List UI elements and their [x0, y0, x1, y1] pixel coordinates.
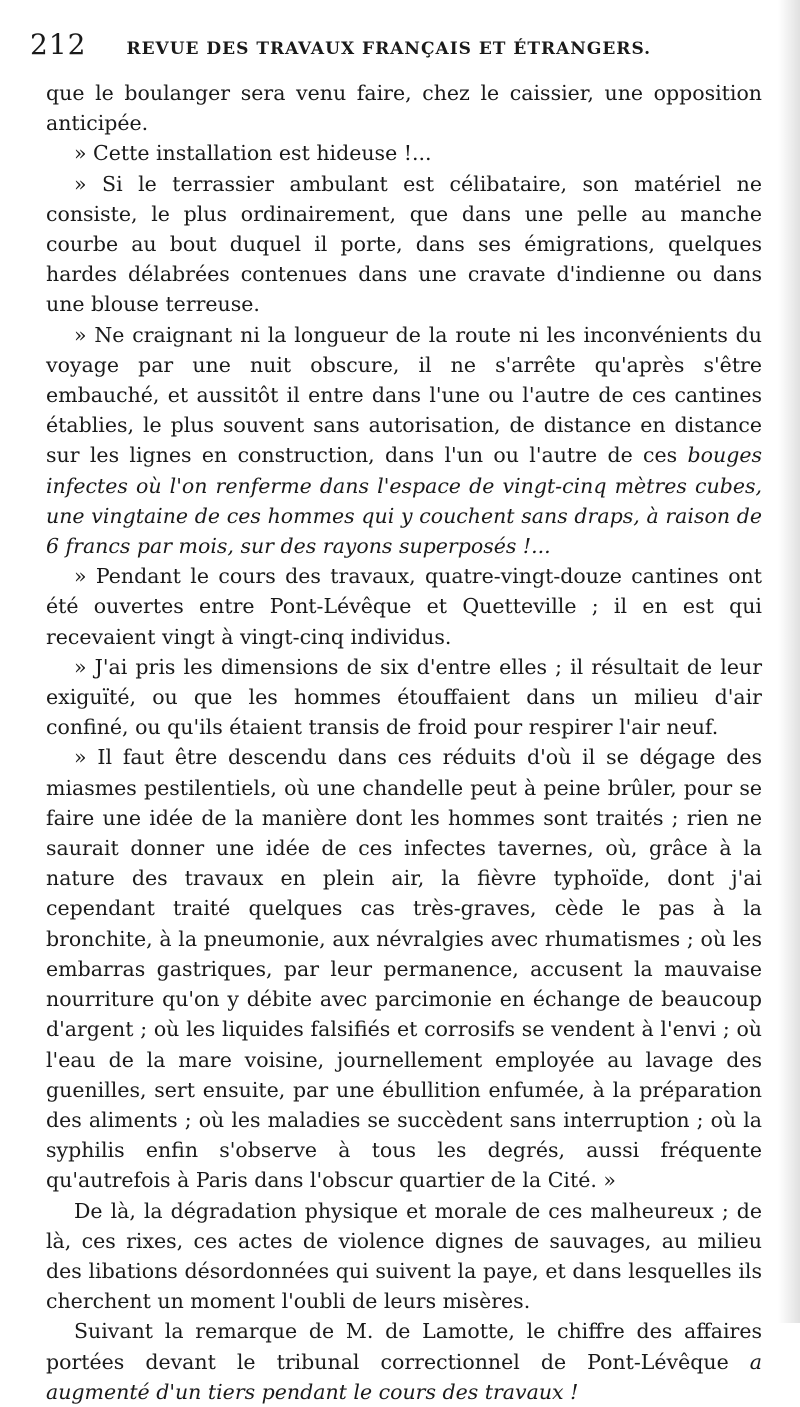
page-number: 212 — [30, 28, 87, 61]
page-edge-shadow — [778, 0, 800, 1323]
paragraph-6: » J'ai pris les dimensions de six d'entre elles ; il résultait de leur exiguïté, ou que les hommes étouffaient dans un milieu d'air confiné, ou qu'ils étaient transis de froid pour respirer l'air neuf. — [46, 654, 762, 740]
paragraph-3: » Si le terrassier ambulant est célibataire, son matériel ne consiste, le plus ordinairement, que dans une pelle au manche courbe au bout duquel il porte, dans ses émigrations, quelques hardes délabrées contenues dans une cravate d'indienne ou dans une blouse terreuse. — [46, 171, 762, 317]
paragraph-9-italic: a augmenté d'un tiers pendant le cours des travaux ! — [46, 1349, 762, 1404]
paragraph-8: De là, la dégradation physique et morale de ces malheureux ; de là, ces rixes, ces actes de violence dignes de sauvages, au milieu des libations désordonnées qui suivent la paye, et dans lesquelles ils cherchent un moment l'oubli de leurs misères. — [46, 1198, 762, 1314]
paragraph-5: » Pendant le cours des travaux, quatre-vingt-douze cantines ont été ouvertes entre Pont-Lévêque et Quetteville ; il en est qui recevaient vingt à vingt-cinq individus. — [46, 564, 762, 649]
paragraph-1: que le boulanger sera venu faire, chez le caissier, une opposition anticipée. — [46, 81, 762, 136]
paragraph-9: Suivant la remarque de M. de Lamotte, le chiffre des affaires portées devant le tribunal correctionnel de Pont-Lévêque a augmenté d'un tiers pendant le cours des travaux ! — [46, 1319, 762, 1404]
paragraph-2: » Cette installation est hideuse !... — [74, 141, 432, 166]
paragraph-4: » Ne craignant ni la longueur de la route ni les inconvénients du voyage par une nuit obscure, il ne s'arrête qu'après s'être embauché, et aussitôt il entre dans l'une ou l'autre de ces cantines établies, le plus souvent sans autorisation, de distance en distance sur les lignes en construction, dans l'un ou l'autre de ces bouges infectes où l'on renferme dans l'espace de vingt-cinq mètres cubes, une vingtaine de ces hommes qui y couchent sans draps, à raison de 6 francs par mois, sur des rayons superposés !... — [46, 322, 762, 559]
paragraph-7: » Il faut être descendu dans ces réduits d'où il se dégage des miasmes pestilentiels, où une chandelle peut à peine brûler, pour se faire une idée de la manière dont les hommes sont traités ; rien ne saurait donner une idée de ces infectes tavernes, où, grâce à la nature des travaux en plein air, la fièvre typhoïde, dont j'ai cependant traité quelques cas très-graves, cède le pas à la bronchite, à la pneumonie, aux névralgies avec rhumatismes ; où les embarras gastriques, par leur permanence, accusent la mauvaise nourriture qu'on y débite avec parcimonie en échange de beaucoup d'argent ; où les liquides falsifiés et corrosifs se vendent à l'envi ; où l'eau de la mare voisine, journellement employée au lavage des guenilles, sert ensuite, par une ébullition enfumée, à la préparation des aliments ; où les maladies se succèdent sans interruption ; où la syphilis enfin s'observe à tous les degrés, aussi fréquente qu'autrefois à Paris dans l'obscur quartier de la Cité. » — [46, 745, 762, 1193]
page-header — [30, 28, 770, 64]
running-head: REVUE DES TRAVAUX FRANÇAIS ET ÉTRANGERS. — [126, 39, 652, 59]
body-text — [46, 78, 762, 1407]
paragraph-4-italic: bouges infectes où l'on renferme dans l'espace de vingt-cinq mètres cubes, une vingtaine de ces hommes qui y couchent sans draps, à raison de 6 francs par mois, sur des rayons superposés !... — [46, 443, 762, 559]
